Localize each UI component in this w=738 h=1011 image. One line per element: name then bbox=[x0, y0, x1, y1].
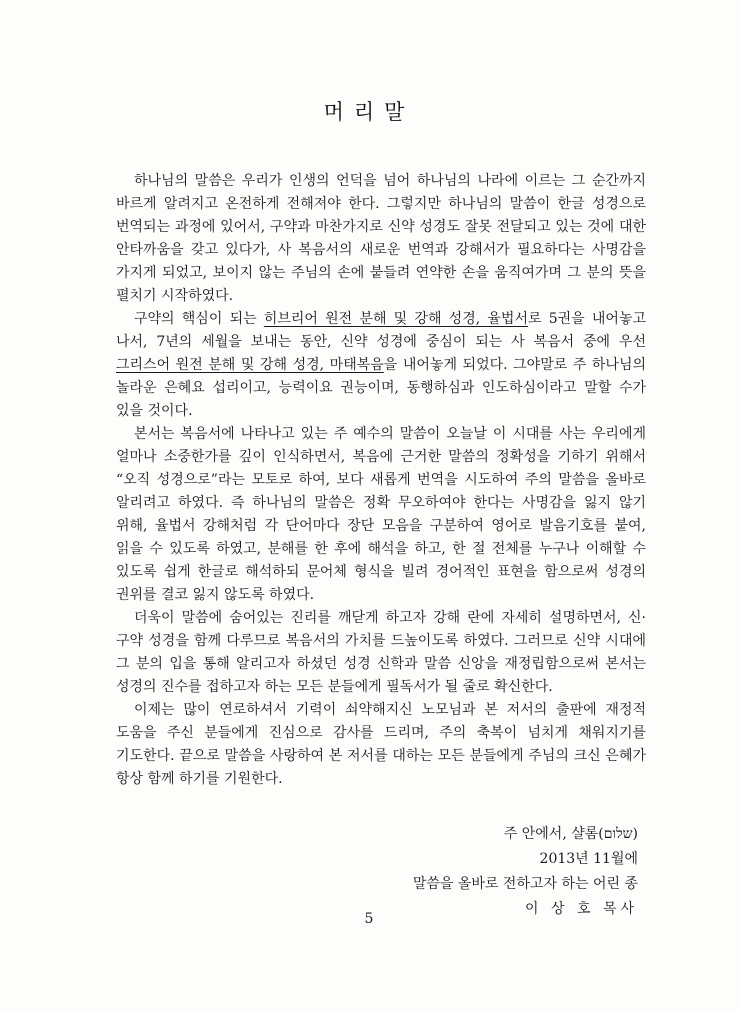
paragraph bbox=[116, 607, 646, 699]
paragraph bbox=[116, 699, 646, 791]
closing-date: 2013년 11월에 bbox=[539, 851, 638, 867]
paragraph bbox=[116, 308, 646, 423]
paragraph-text: 을 내어놓게 되었다. 그야말로 주 하나님의 놀라운 은혜요 섭리이고, 능력이요 권능이며, 동행하심과 인도하심이라고 말할 수가 있을 것이다. bbox=[116, 357, 647, 419]
page-number: 5 bbox=[364, 911, 374, 927]
paragraph-text: 로 5권을 내어놓고 나서, 7년의 세월을 보내는 동안, 신약 성경에 중심이 되는 사 복음서 중에 우선 bbox=[116, 311, 646, 350]
paragraph-text: 더욱이 말씀에 숨어있는 진리를 깨닫게 하고자 강해 란에 자세히 설명하면서, 신·구약 성경을 함께 다루므로 복음서의 가치를 드높이도록 하였다. 그러므로 신약 시대에 그 분의 입을 통해 알리고자 하셨던 성경 신학과 말씀 신앙을 재정립함으로써 본서는 성경의 진수를 접하고자 하는 모든 분들에게 필독서가 될 줄로 확신한다. bbox=[116, 610, 646, 695]
closing-block bbox=[413, 822, 638, 922]
paragraph-text: 하나님의 말씀은 우리가 인생의 언덕을 넘어 하나님의 나라에 이르는 그 순간까지 바르게 알려지고 온전하게 전해져야 한다. 그렇지만 하나님의 말씀이 한글 성경으로 번역되는 과정에 있어서, 구약과 마찬가지로 신약 성경도 잘못 전달되고 있는 것에 대한 안타까움을 갖고 있다가, 사 복음서의 새로운 번역과 강해서가 필요하다는 사명감을 가지게 되었고, 보이지 않는 주님의 손에 붙들려 연약한 손을 움직여가며 그 분의 뜻을 펼치기 시작하였다. bbox=[116, 173, 646, 304]
underlined-title: 그리스어 원전 분해 및 강해 성경, 마태복음 bbox=[116, 357, 384, 373]
underlined-title: 히브리어 원전 분해 및 강해 성경, 율법서 bbox=[263, 311, 528, 327]
paragraph-text: 구약의 핵심이 되는 bbox=[134, 311, 264, 327]
closing-greeting: 주 안에서, 샬롬(שלום) bbox=[503, 826, 638, 842]
paragraph-text: 이제는 많이 연로하셔서 기력이 쇠약해지신 노모님과 본 저서의 출판에 재정적 도움을 주신 분들에게 진심으로 감사를 드리며, 주의 축복이 넘치게 채워지기를 기도한다. 끝으로 말씀을 사랑하여 본 저서를 대하는 모든 분들에게 주님의 크신 은혜가 항상 함께 하기를 기원한다. bbox=[116, 702, 646, 787]
paragraph bbox=[116, 170, 646, 308]
author-signature: 이 상 호 목사 bbox=[525, 901, 638, 917]
closing-line: 말씀을 올바로 전하고자 하는 어린 종 bbox=[412, 876, 638, 892]
paragraph bbox=[116, 423, 646, 607]
preface-body bbox=[116, 170, 646, 791]
paragraph-text: 본서는 복음서에 나타나고 있는 주 예수의 말씀이 오늘날 이 시대를 사는 우리에게 얼마나 소중한가를 깊이 인식하면서, 복음에 근거한 말씀의 정확성을 기하기 위해서 “오직 성경으로”라는 모토로 하여, 보다 새롭게 번역을 시도하여 주의 말씀을 올바로 알리려고 하였다. 즉 하나님의 말씀은 정확 무오하여야 한다는 사명감을 잃지 않기 위해, 율법서 강해처럼 각 단어마다 장단 모음을 구분하여 영어로 발음기호를 붙여, 읽을 수 있도록 하였고, 분해를 한 후에 해석을 하고, 한 절 전체를 누구나 이해할 수 있도록 쉽게 한글로 해석하되 문어체 형식을 빌려 경어적인 표현을 함으로써 성경의 권위를 결코 잃지 않도록 하였다. bbox=[116, 426, 646, 603]
page-title: 머리말 bbox=[323, 100, 415, 124]
